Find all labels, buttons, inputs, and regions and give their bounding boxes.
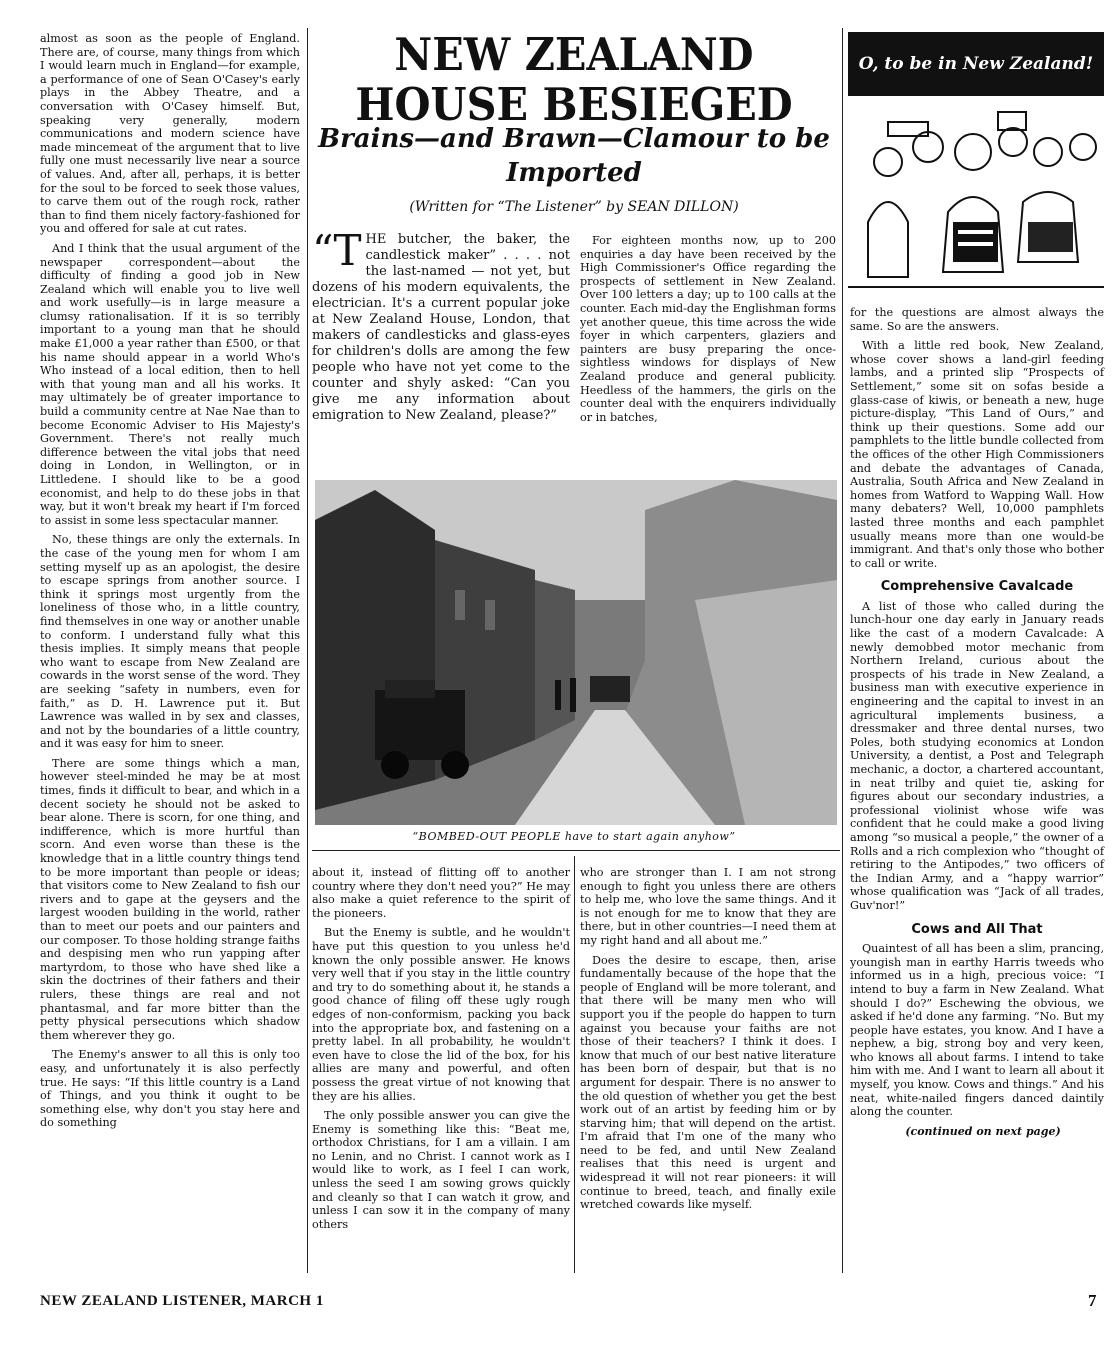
lead-column-a xyxy=(312,226,570,430)
sidebar-title: O, to be in New Zealand! xyxy=(848,32,1104,96)
photo-caption: “BOMBED-OUT PEOPLE have to start again anyhow” xyxy=(412,830,736,843)
bombed-street-photo xyxy=(315,480,837,825)
headline: NEW ZEALAND HOUSE BESIEGED xyxy=(355,28,793,131)
paragraph: almost as soon as the people of England. There are, of course, many things from which I would learn much in England—for example, a performance of one of Sean O'Casey's early plays in the Abbey Theatre, and a conversation with O'Casey himself. But, speaking very generally, modern communications and modern science have made mincemeat of the argument that to live fully one must necessarily live near a source of values. And, after all, perhaps, it is better for the soul to be forced to seek those values, to carve them out of the rough rock, rather than to find them nicely factory-fashioned for you and offered for sale at cut rates. xyxy=(40,32,300,236)
paragraph: No, these things are only the externals. In the case of the young men for whom I am setting myself up as an apologist, the desire to escape springs from another source. I think it springs most urgently from the loneliness of those who, in a little country, find themselves in one way or another unable to conform. I understand fully what this thesis implies. It simply means that people who want to escape from New Zealand are cowards in the worst sense of the word. They are seeking “safety in numbers, even for faith,” as D. H. Lawrence put it. But Lawrence was walled in by sex and classes, and not by the boundaries of a little country, and it was easy for him to sneer. xyxy=(40,533,300,751)
column-rule xyxy=(307,28,308,1273)
paragraph: for the questions are almost always the same. So are the answers. xyxy=(850,306,1104,333)
lead-text: HE butcher, the baker, the candlestick maker” . . . . not the last-named — not yet, but dozens of his modern equivalents, the electrician. It's a current popular joke at New Zealand House, London, that makers of candlesticks and glass-eyes for children's dolls are among the few people who have not yet come to the counter and shyly asked: “Can you give me any information about emigration to New Zealand, please?” xyxy=(312,232,570,423)
paragraph: And I think that the usual argument of the newspaper correspondent—about the difficulty of finding a good job in New Zealand which will enable you to live well and work usefully—is in large measure a clumsy rationalisation. If it is so terribly important to a young man that he should make £1,000 a year rather than £500, or that his name should appear in a world Who's Who instead of a local edition, then to hell with that young man and all his works. It may ultimately be of greater importance to build a community centre at Nae Nae than to become Economic Adviser to His Majesty's Government. There's not really much difference between the vital jobs that need doing in London, in Wellington, or in Littledene. I should like to be a good economist, and help to do these jobs in that way, but it won't break my heart if I'm forced to assist in some less spectacular manner. xyxy=(40,241,300,527)
photo-rule xyxy=(312,850,840,851)
paragraph: about it, instead of flitting off to another country where they don't need you?” He may also make a quiet reference to the spirit of the pioneers. xyxy=(312,866,570,920)
drop-cap: “T xyxy=(312,226,362,275)
column-rule xyxy=(574,856,575,1273)
column-3 xyxy=(580,866,836,1218)
paragraph: A list of those who called during the lunch-hour one day early in January reads like the cast of a modern Cavalcade: A newly demobbed motor mechanic from Northern Ireland, curious about the prospects of his trade in New Zealand, a business man with executive experience in engineering and the capital to invest in an agricultural implements business, a dressmaker and three dental nurses, two Poles, both studying economics at London University, a dentist, a Post and Telegraph mechanic, a doctor, a chartered accountant, in neat trilby and quiet tie, asking for figures about our secondary industries, a professional violinist whose wife was confident that he could make a good living among “so musical a people,” the owner of a Rolls and a rich complexion who “thought of retiring to the Antipodes,” two officers of the Indian Army, and a “happy warrior” whose qualification was “Jack of all trades, Guv'nor!” xyxy=(850,599,1104,912)
bombed-street-photo-image xyxy=(315,480,837,825)
crowd-cartoon xyxy=(848,102,1104,300)
column-2 xyxy=(312,866,570,1237)
paragraph: The Enemy's answer to all this is only too easy, and unfortunately it is also perfectly true. He says: “If this little country is a Land of Things, and you think it ought to be something else, why don't you stay here and do something xyxy=(40,1048,300,1130)
column-rule xyxy=(842,28,843,1273)
paragraph: Quaintest of all has been a slim, prancing, youngish man in earthy Harris tweeds who informed us in a high, precious voice: “I intend to buy a farm in New Zealand. What should I do?” Eschewing the obvious, we asked if he'd done any farming. “No. But my people have estates, you know. And I have a nephew, a big, strong boy and very keen, who knows all about farms. I intend to take him with me. And I want to learn all about it myself, you know. Cows and things.” And his neat, white-nailed fingers danced daintily along the counter. xyxy=(850,942,1104,1119)
paragraph: who are stronger than I. I am not strong enough to fight you unless there are others to help me, who love the same things. And it is not enough for me to know that they are there, but in other countries—I need them at my right hand and all about me.” xyxy=(580,866,836,947)
paragraph: Does the desire to escape, then, arise fundamentally because of the hope that the people of England will be more tolerant, and that there will be many men who will support you if the people do happen to turn against you because your faiths are not those of their teachers? I think it does. I know that much of our best native literature has been born of despair, but that is no argument for despair. There is no answer to the old question of whether you get the best work out of an artist by feeding him or by starving him; that will depend on the artist. I'm afraid that I'm one of the many who need to be fed, and until New Zealand realises that this need is urgent and widespread it will not rear pioneers: it will continue to breed, teach, and finally exile wretched cowards like myself. xyxy=(580,953,836,1212)
lead-paragraph xyxy=(312,226,570,424)
paragraph: But the Enemy is subtle, and he wouldn't have put this question to you unless he'd known the only possible answer. He knows very well that if you stay in the little country and try to do something about it, he stands a good chance of filing off these ugly rough edges of non-conformism, packing you back into the appropriate box, and fastening on a pretty label. In all probability, he wouldn't even have to close the lid of the box, for his allies are many and powerful, and often possess the great virtue of not knowing that they are his allies. xyxy=(312,926,570,1103)
section-heading-cows: Cows and All That xyxy=(911,921,1043,937)
lead-column-b xyxy=(580,234,836,430)
paragraph: For eighteen months now, up to 200 enquiries a day have been received by the High Commissioner's Office regarding the prospects of settlement in New Zealand. Over 100 letters a day; up to 100 calls at the counter. Each mid-day the Englishman forms yet another queue, this time across the wide foyer in which carpenters, glaziers and painters are busy preparing the once-sightless windows for displays of New Zealand produce and general publicity. Heedless of the hammers, the girls on the counter deal with the enquirers individually or in batches, xyxy=(580,234,836,424)
column-1 xyxy=(40,32,300,1136)
section-heading-cavalcade: Comprehensive Cavalcade xyxy=(880,579,1074,595)
byline: (Written for “The Listener” by SEAN DILLON) xyxy=(409,199,739,215)
crowd-cartoon-image xyxy=(848,102,1104,300)
page-number: 7 xyxy=(1088,1291,1097,1310)
subheadline: Brains—and Brawn—Clamour to be Imported xyxy=(318,124,830,188)
continued-note: (continued on next page) xyxy=(905,1124,1061,1138)
paragraph: With a little red book, New Zealand, whose cover shows a land-girl feeding lambs, and a printed slip “Prospects of Settlement,” some sit on sofas beside a glass-case of kiwis, or beneath a new, huge picture-display, “This Land of Ours,” and think up their questions. Some add our pamphlets to the little bundle collected from the offices of the other High Commissioners and debate the advantages of Canada, Australia, South Africa and New Zealand in homes from Watford to Wapping Wall. How many debaters? Well, 10,000 pamphlets lasted three months and each pamphlet usually means more than one would-be immigrant. And that's only those who bother to call or write. xyxy=(850,339,1104,570)
paragraph: The only possible answer you can give the Enemy is something like this: “Beat me, orthodox Christians, for I am a villain. I am no Lenin, and no Christ. I cannot work as I would like to work, as I feel I can work, unless the seed I am sowing grows quickly and cleanly so that I can watch it grow, and unless I can sow it in the company of many others xyxy=(312,1109,570,1231)
column-4 xyxy=(850,306,1104,1144)
publication-footer: NEW ZEALAND LISTENER, MARCH 1 xyxy=(40,1293,324,1309)
paragraph: There are some things which a man, however steel-minded he may be at most times, finds it difficult to bear, and which in a decent society he should not be asked to bear alone. There is scorn, for one thing, and indifference, which is more hurtful than scorn. And even worse than these is the knowledge that in a little country things tend to be more important than people or ideas; that visitors come to New Zealand to fish our rivers and to gape at the geysers and the largest wooden building in the world, rather than to meet our poets and our painters and our composer. To those holding strange faiths and despising men who run yapping after martyrdom, to those who have shed like a skin the doctrines of their fathers and their rulers, these things are real and not phantasmal, and far more bitter than the petty physical persecutions which shadow them wherever they go. xyxy=(40,756,300,1042)
